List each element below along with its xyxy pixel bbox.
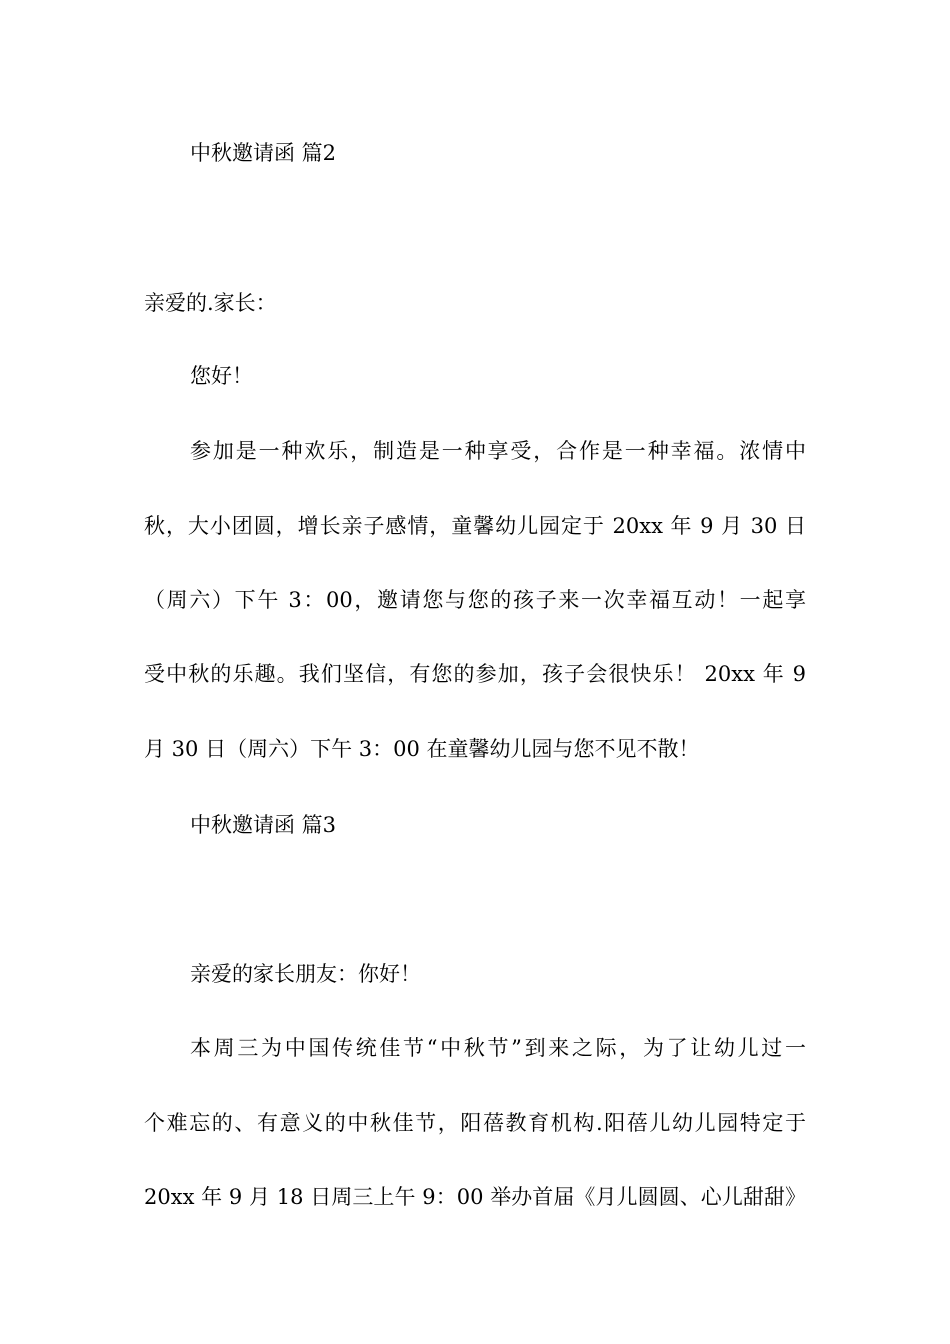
section3-body-line: 个难忘的、有意义的中秋佳节，阳蓓教育机构.阳蓓儿幼儿园特定于 [144, 1111, 806, 1135]
section2-body-line: 月 30 日（周六）下午 3：00 在童馨幼儿园与您不见不散！ [144, 737, 700, 761]
section2-body-line: 参加是一种欢乐，制造是一种享受，合作是一种幸福。浓情中 [190, 439, 806, 463]
section2-body-line: 秋，大小团圆，增长亲子感情，童馨幼儿园定于 20xx 年 9 月 30 日 [144, 514, 806, 538]
section3-greeting: 亲爱的家长朋友：你好！ [190, 962, 421, 986]
section2-heading: 中秋邀请函 篇2 [190, 141, 337, 165]
section2-greeting: 您好！ [190, 364, 253, 388]
section2-body-line: （周六）下午 3：00，邀请您与您的孩子来一次幸福互动！一起享 [144, 588, 806, 612]
section2-body-line: 受中秋的乐趣。我们坚信，有您的参加，孩子会很快乐！ 20xx 年 9 [144, 662, 806, 686]
section3-heading: 中秋邀请函 篇3 [190, 813, 337, 837]
section3-body-line: 20xx 年 9 月 18 日周三上午 9：00 举办首届《月儿圆圆、心儿甜甜》 [144, 1185, 806, 1209]
section2-salutation: 亲爱的.家长： [144, 291, 277, 315]
section3-body-line: 本周三为中国传统佳节“中秋节”到来之际，为了让幼儿过一 [190, 1036, 806, 1060]
